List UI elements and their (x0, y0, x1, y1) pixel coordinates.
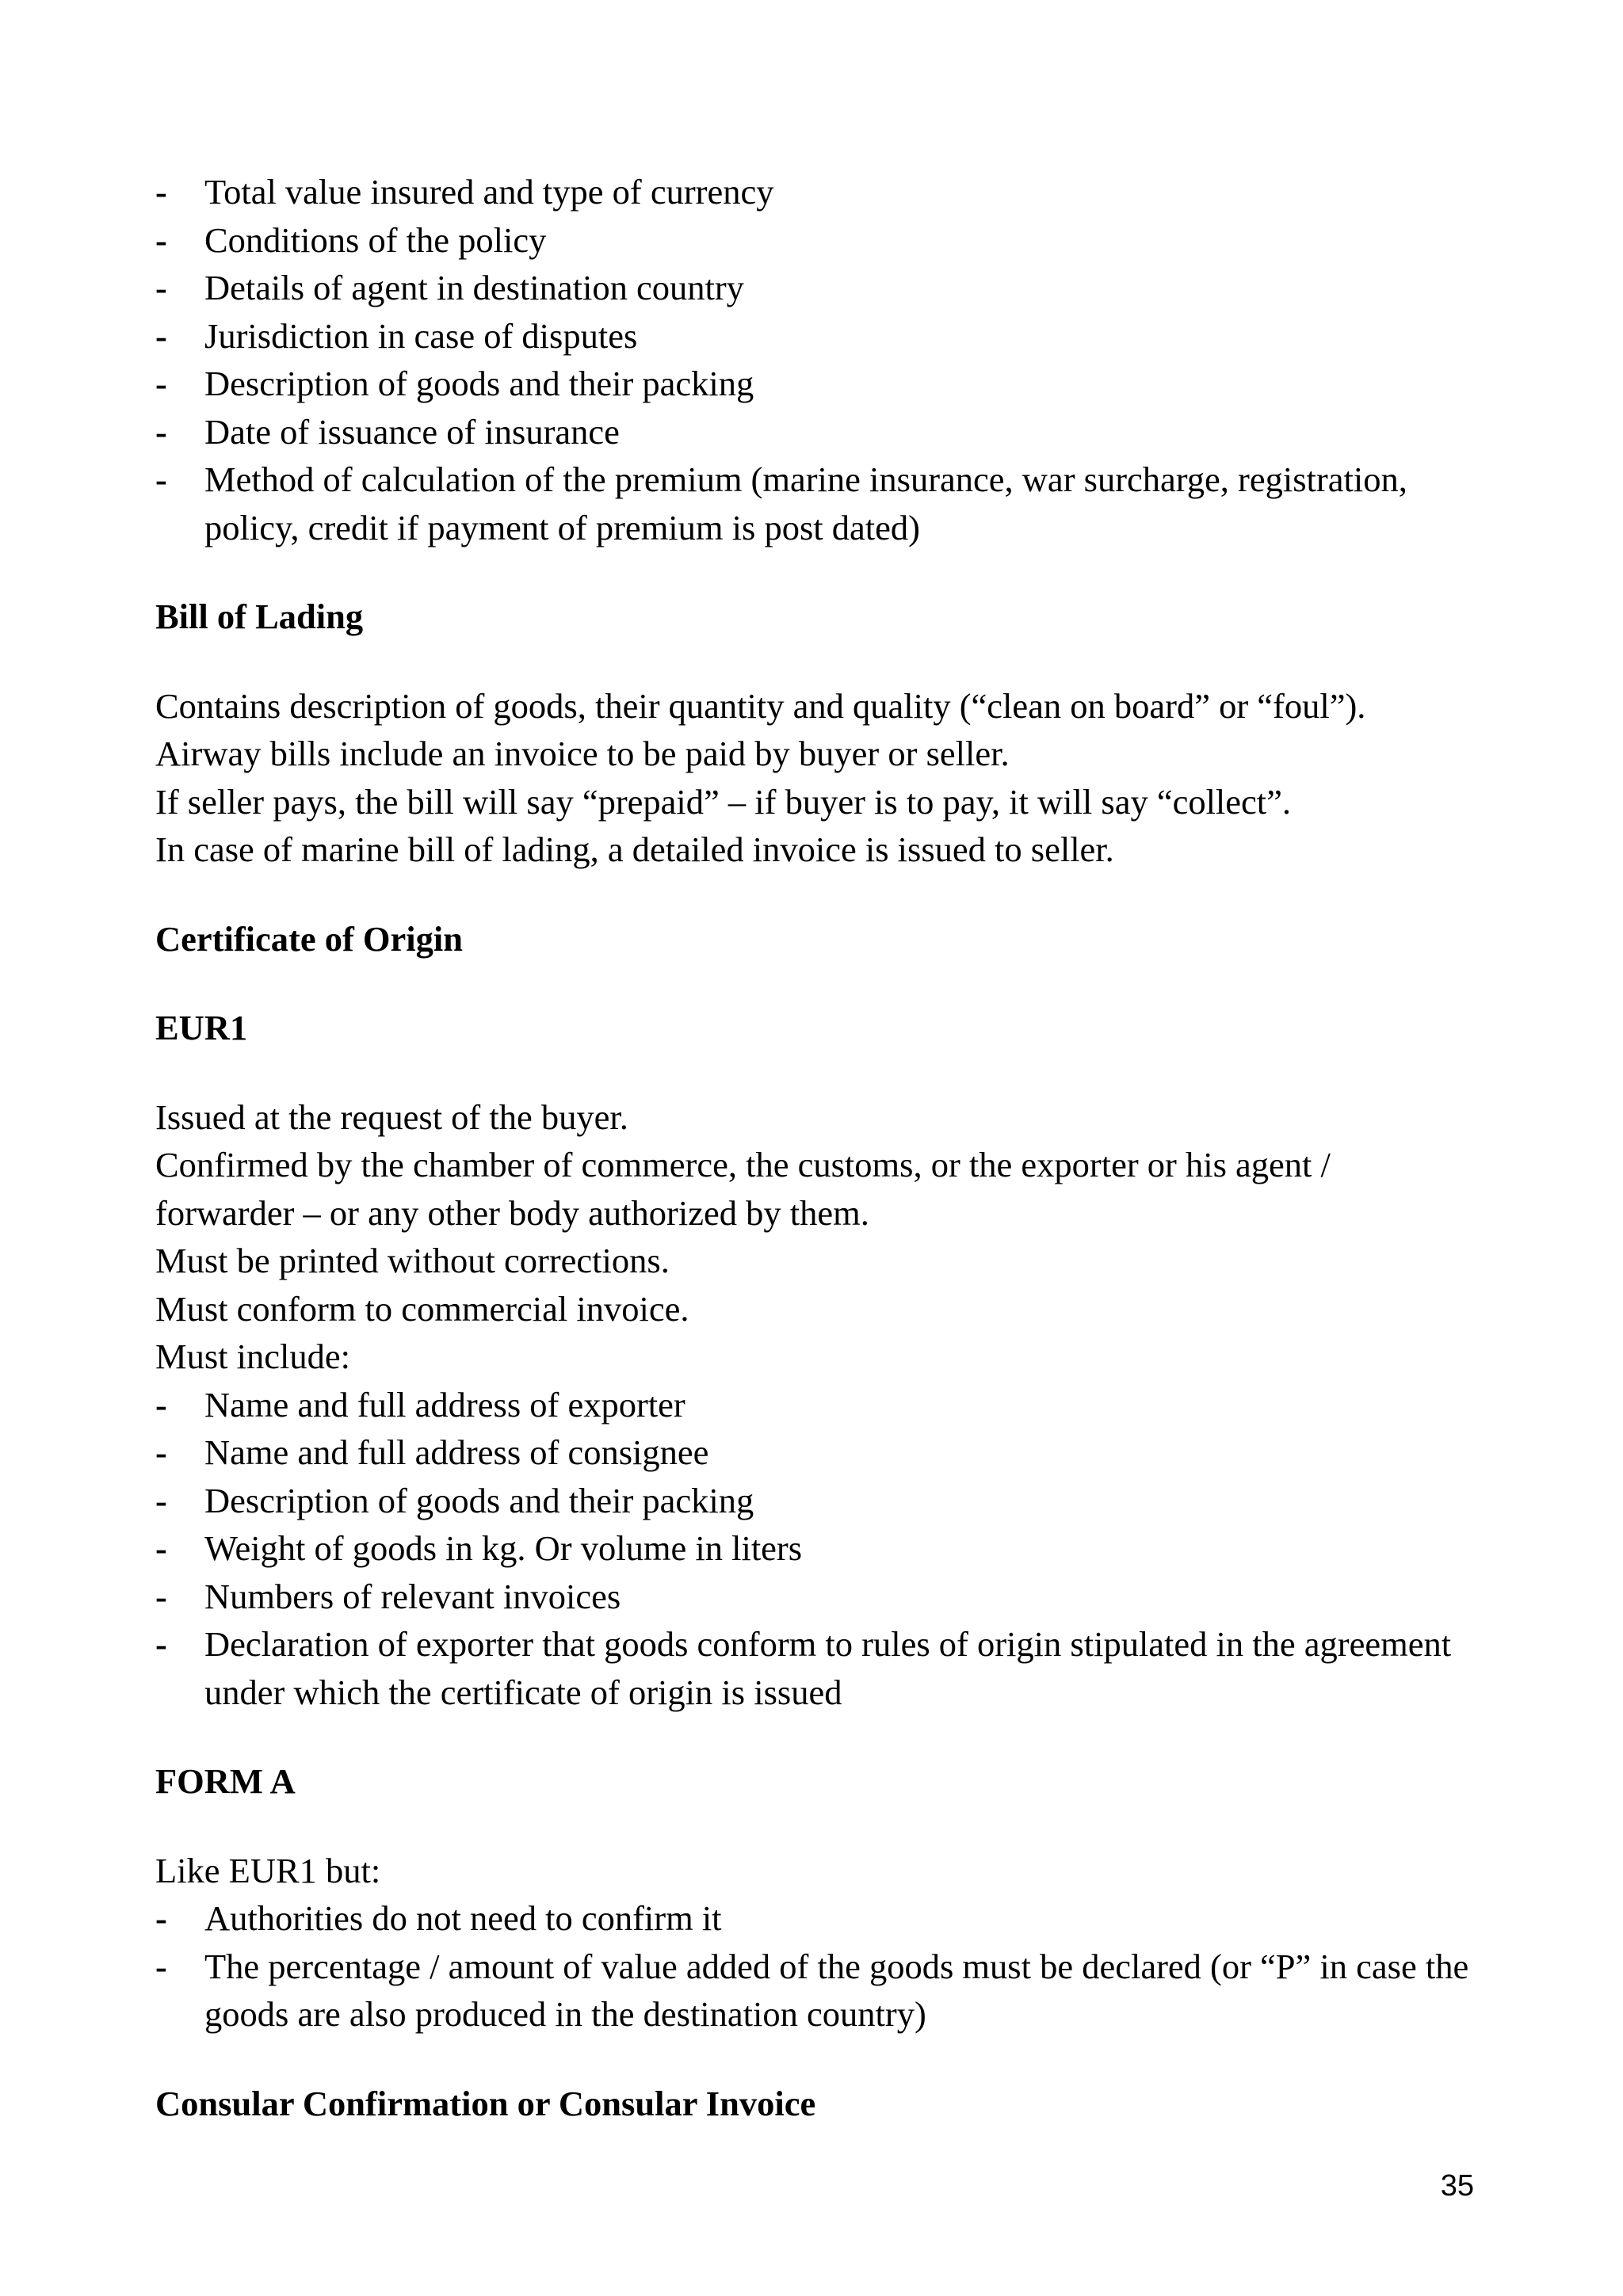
list-item-text: Total value insured and type of currency (204, 172, 774, 212)
spacer (155, 1806, 1503, 1847)
list-item-text: Name and full address of exporter (204, 1384, 685, 1425)
bill-of-lading-paragraph (155, 682, 1503, 874)
list-item (155, 1524, 1503, 1573)
paragraph-line: Must include: (155, 1337, 350, 1376)
list-item-text: Method of calculation of the premium (marine insurance, war surcharge, registration, policy, credit if payment of premium is post dated) (204, 460, 1407, 547)
list-item-text: Date of issuance of insurance (204, 411, 620, 452)
paragraph-line: Must be printed without corrections. (155, 1241, 670, 1280)
bullet-dash: - (155, 1576, 167, 1616)
spacer (155, 963, 1503, 1004)
bullet-dash: - (155, 268, 167, 307)
bullet-dash: - (155, 1528, 167, 1568)
bullet-dash: - (155, 315, 167, 356)
bullet-dash: - (155, 1946, 167, 1986)
list-item (155, 1894, 1503, 1943)
list-item (155, 360, 1503, 408)
bullet-dash: - (155, 172, 167, 212)
list-item-text: Details of agent in destination country (204, 268, 744, 307)
list-item (155, 168, 1503, 216)
list-item (155, 264, 1503, 312)
section-heading-bill-of-lading: Bill of Lading (155, 597, 364, 636)
bullet-dash: - (155, 1384, 167, 1425)
list-item-text: The percentage / amount of value added of the goods must be declared (or “P” in case the goods are also produced in the destination country) (204, 1946, 1469, 2034)
paragraph-line: In case of marine bill of lading, a detailed invoice is issued to seller. (155, 830, 1114, 869)
list-item-text: Description of goods and their packing (204, 364, 754, 403)
list-item (155, 1620, 1488, 1716)
spacer (155, 551, 1503, 593)
list-item-text: Authorities do not need to confirm it (204, 1898, 722, 1938)
paragraph-line: Issued at the request of the buyer. (155, 1097, 628, 1137)
spacer (155, 874, 1503, 915)
list-item (155, 1573, 1503, 1621)
paragraph-line: Contains description of goods, their quantity and quality (“clean on board” or “foul”). (155, 685, 1366, 726)
list-item (155, 1381, 1503, 1429)
paragraph-line: Must conform to commercial invoice. (155, 1288, 689, 1329)
bullet-dash: - (155, 1624, 167, 1664)
insurance-items-list (155, 168, 1503, 551)
spacer (155, 1716, 1503, 1757)
eur1-items-list (155, 1381, 1503, 1717)
section-heading-certificate-of-origin: Certificate of Origin (155, 918, 463, 959)
spacer (155, 2039, 1503, 2080)
bullet-dash: - (155, 460, 167, 499)
paragraph-line: If seller pays, the bill will say “prepaid” – if buyer is to pay, it will say “collect”. (155, 781, 1292, 822)
paragraph-line: Like EUR1 but: (155, 1850, 381, 1890)
list-item-text: Jurisdiction in case of disputes (204, 315, 638, 356)
section-heading-eur1: EUR1 (155, 1008, 248, 1047)
list-item (155, 1943, 1520, 2039)
eur1-paragraph (155, 1093, 1503, 1381)
page-number: 35 (1440, 2169, 1474, 2203)
list-item-text: Description of goods and their packing (204, 1480, 754, 1520)
form-a-items-list (155, 1894, 1503, 2039)
bullet-dash: - (155, 219, 167, 260)
list-item (155, 456, 1488, 551)
section-heading-form-a: FORM A (155, 1761, 296, 1801)
bullet-dash: - (155, 1480, 167, 1520)
list-item (155, 1428, 1503, 1477)
list-item (155, 312, 1503, 360)
list-item-text: Weight of goods in kg. Or volume in liters (204, 1528, 803, 1568)
paragraph-line: Confirmed by the chamber of commerce, the customs, or the exporter or his agent / (155, 1145, 1331, 1184)
bullet-dash: - (155, 1432, 167, 1472)
bullet-dash: - (155, 364, 167, 403)
list-item (155, 1477, 1503, 1525)
bullet-dash: - (155, 411, 167, 452)
list-item (155, 408, 1503, 456)
bullet-dash: - (155, 1898, 167, 1938)
paragraph-line: forwarder – or any other body authorized by them. (155, 1192, 869, 1233)
spacer (155, 641, 1503, 682)
list-item-text: Name and full address of consignee (204, 1432, 709, 1472)
list-item-text: Numbers of relevant invoices (204, 1576, 621, 1616)
page-content (155, 168, 1503, 2127)
list-item-text: Declaration of exporter that goods conform to rules of origin stipulated in the agreement under which the certificate of origin is issued (204, 1624, 1452, 1712)
paragraph-line: Airway bills include an invoice to be paid by buyer or seller. (155, 734, 1010, 773)
list-item (155, 216, 1503, 265)
section-heading-consular: Consular Confirmation or Consular Invoice (155, 2083, 816, 2123)
list-item-text: Conditions of the policy (204, 219, 547, 260)
spacer (155, 1052, 1503, 1093)
